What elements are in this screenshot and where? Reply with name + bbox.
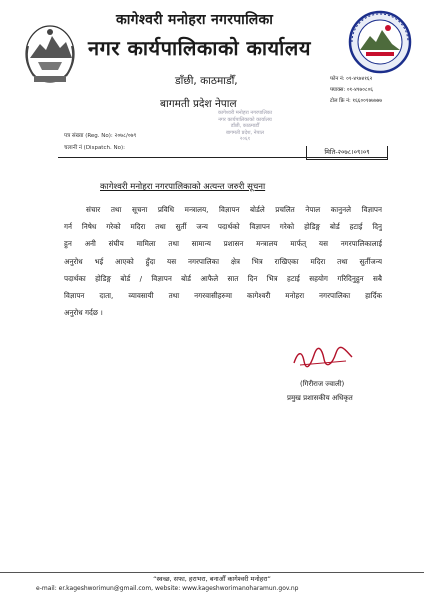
body-line: संचार तथा सूचना प्रविधि मन्त्रालय, विज्ञापन बोर्डले प्रचलित नेपाल कानुनले विज्ञापन (86, 205, 382, 214)
footer-slogan: “स्वच्छ, सफा, हराभरा, बनाऔँ कागेश्वरी मनोहरा” (153, 575, 271, 583)
nepal-emblem-icon (20, 18, 80, 88)
address-line-2: बागमती प्रदेश नेपाल (160, 98, 237, 110)
stamp-line-4: बागमती प्रदेश, नेपाल (225, 129, 265, 136)
reference-number: पत्र संख्या (Reg. No): २०७८/०७९ (64, 133, 137, 139)
body-line: अनुरोध भई आएको हुँदा यस नगरपालिका क्षेत्र भित्र राखिएका मदिरा तथा सुर्तीजन्य (64, 256, 382, 266)
phone-number: फोन नं: ०१-४९७४१६२ (330, 76, 373, 82)
signature (290, 345, 356, 371)
toll-free-number: टोल फ्रि नं: १६६००१७७७७७ (330, 98, 383, 104)
body-line: हुन अनी संघीय मामिला तथा सामान्य प्रशासन मन्त्रालय मार्फत् यस नगरपालिकालाई (64, 239, 382, 249)
office-stamp (205, 110, 285, 158)
dispatch-number: चलानी नं (Dispatch. No): (64, 145, 125, 151)
footer-divider (0, 572, 424, 573)
signatory-designation: प्रमुख प्रशासकीय अधिकृत (287, 394, 353, 402)
address-line-1: डाँछी, काठमाडौँ, (175, 75, 238, 87)
stamp-line-5: २०६१ (239, 136, 251, 142)
body-line: अनुरोध गर्दछ । (64, 308, 103, 318)
body-line: पदार्थका होडिङ्ग बोर्ड / विज्ञापन बोर्ड आफैले सात दिन भित्र हटाई सहयोग गरिदिनुहुन सबै (64, 273, 382, 283)
office-title: नगर कार्यपालिकाको कार्यालय (88, 36, 311, 60)
signatory-name: (गिरीराज ज्वाली) (300, 380, 345, 388)
contact-block (330, 74, 382, 107)
municipality-logo-icon (342, 8, 418, 78)
fax-number: फ्याक्स: ०१-४९७०८०६ (330, 87, 373, 93)
stamp-line-3: डाँछी, काठमाडौँ (230, 123, 260, 129)
letter-date: मिति-२०७८।०९।०९ (306, 146, 388, 160)
stamp-line-1: कागेश्वरी मनोहरा नगरपालिका (217, 110, 273, 116)
notice-body (64, 201, 382, 321)
footer-contact: e-mail: er.kageshworimun@gmail.com, website: www.kageshworimanoharamun.gov.np (36, 585, 299, 592)
stamp-line-2: नगर कार्यपालिकाको कार्यालय (218, 116, 272, 123)
body-line: विज्ञापन दाता, व्यावसायी तथा नगरवासीहरुमा कागेश्वरी मनोहरा नगरपालिका हार्दिक (64, 291, 382, 301)
body-line: गर्न निषेध गरेको मदिरा तथा सुर्ती जन्य पदार्थको विज्ञापन गरेको होडिङ्ग बोर्ड हटाई दिनु (64, 222, 382, 232)
municipality-name: कागेश्वरी मनोहरा नगरपालिका (116, 12, 274, 28)
notice-subject: कागेश्वरी मनोहरा नगरपालिकाको अत्यन्त जरुरी सूचना (100, 182, 266, 192)
